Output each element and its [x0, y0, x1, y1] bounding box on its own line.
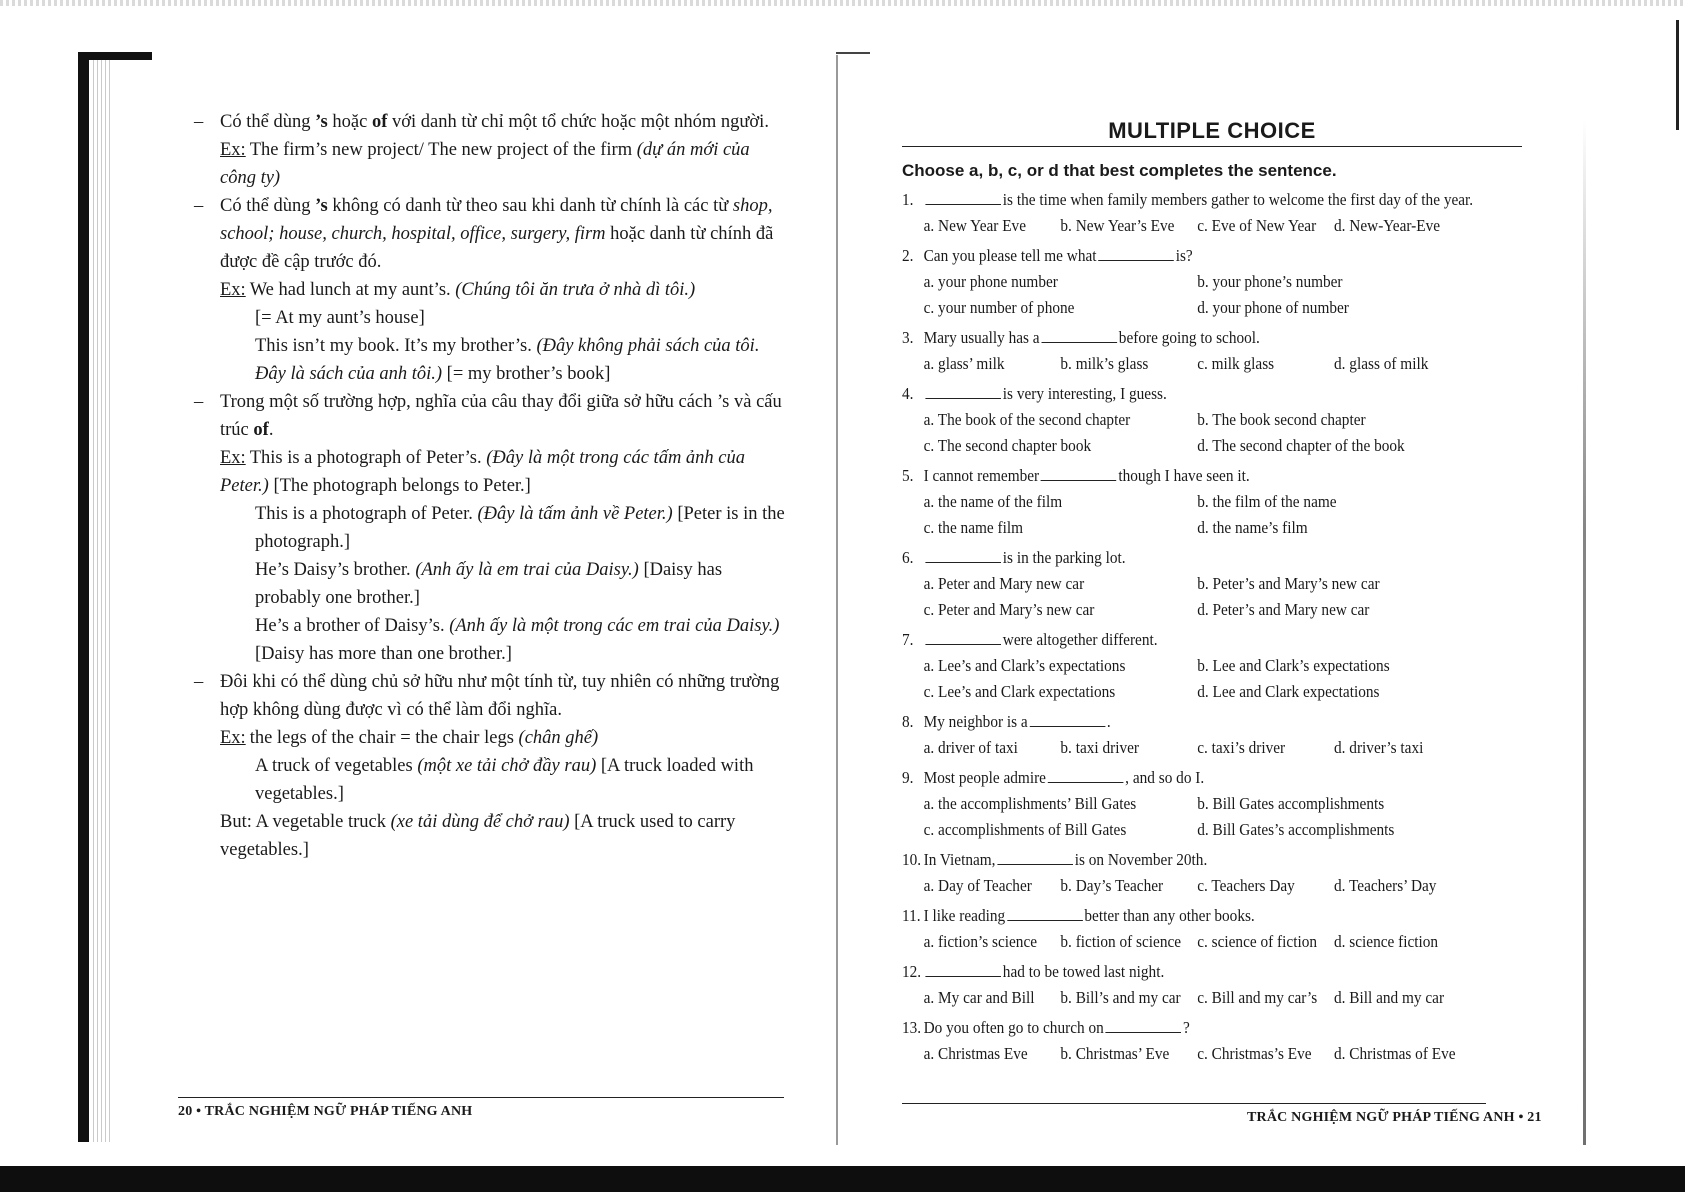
option-b: b. Peter’s and Mary’s new car [1197, 574, 1380, 593]
question-stem [902, 325, 1523, 351]
stem-after: had to be towed last night. [1002, 962, 1165, 981]
option-d: d. science fiction [1334, 932, 1439, 951]
stem-before: In Vietnam, [923, 850, 996, 869]
instruction: Choose a, b, c, or d that best completes the sentence. [902, 161, 1337, 180]
scan-edge-top [0, 0, 1685, 6]
question-6 [902, 545, 1523, 623]
option-d: d. the name’s film [1197, 518, 1308, 537]
option-c: c. Christmas’s Eve [1197, 1044, 1312, 1063]
option-a: a. Lee’s and Clark’s expectations [923, 656, 1126, 675]
answer-options [924, 791, 1523, 843]
translation: (chân ghế) [518, 728, 599, 748]
answer-blank [1048, 766, 1124, 783]
stem-after: ? [1182, 1018, 1190, 1037]
example-continued [190, 612, 790, 668]
answer-blank [925, 960, 1001, 977]
translation: (Đây là một trong các tấm ảnh của Peter.) [220, 448, 746, 496]
option-b: b. Lee and Clark’s expectations [1197, 656, 1390, 675]
book-spine-shadow-top [78, 52, 152, 60]
stem-before: I like reading [923, 906, 1006, 925]
rule-organization [190, 108, 790, 136]
option-b: b. taxi driver [1060, 738, 1140, 757]
question-number: 8. [902, 712, 914, 731]
question-stem [902, 903, 1523, 929]
text: Có thể dùng [220, 112, 316, 132]
question-4 [902, 381, 1523, 459]
option-c: c. Lee’s and Clark expectations [923, 682, 1116, 701]
question-11 [902, 903, 1523, 955]
example-text: A vegetable truck [255, 812, 391, 832]
example-text: He’s a brother of Daisy’s. [255, 616, 450, 636]
option-c: c. The second chapter book [923, 436, 1092, 455]
answer-options [924, 213, 1523, 239]
option-b: b. New Year’s Eve [1060, 216, 1175, 235]
answer-options [924, 735, 1523, 761]
option-a: a. fiction’s science [923, 932, 1038, 951]
answer-blank [1041, 326, 1117, 343]
question-stem [902, 1015, 1523, 1041]
option-c: c. accomplishments of Bill Gates [923, 820, 1127, 839]
option-d: d. Teachers’ Day [1334, 876, 1437, 895]
question-list [902, 187, 1522, 1067]
answer-blank [925, 546, 1001, 563]
book-spine-shadow [78, 52, 89, 1142]
answer-options [924, 873, 1523, 899]
left-page-footer: 20 • TRẮC NGHIỆM NGỮ PHÁP TIẾNG ANH [178, 1104, 473, 1119]
answer-blank [1007, 904, 1083, 921]
right-footer-rule [902, 1103, 1486, 1104]
example-text: [= my brother’s book] [442, 364, 611, 384]
option-a: a. New Year Eve [923, 216, 1027, 235]
example-label: Ex: [220, 140, 246, 160]
translation: (một xe tải chở đầy rau) [417, 756, 597, 776]
question-5 [902, 463, 1523, 541]
example-continued [190, 500, 790, 556]
title-rule [902, 146, 1522, 147]
text: hoặc [327, 112, 372, 132]
example-text: [The photograph belongs to Peter.] [268, 476, 531, 496]
translation: (Chúng tôi ăn trưa ở nhà dì tôi.) [455, 280, 696, 300]
stem-after: , and so do I. [1125, 768, 1205, 787]
stem-after: were altogether different. [1002, 630, 1158, 649]
answer-options [924, 269, 1523, 321]
option-d: d. The second chapter of the book [1197, 436, 1405, 455]
translation: (Anh ấy là em trai của Daisy.) [415, 560, 639, 580]
text: Đôi khi có thể dùng chủ sở hữu như một tính từ, tuy nhiên có những trường hợp không dùng được vì có thể làm đổi nghĩa. [220, 672, 780, 720]
question-number: 13. [902, 1018, 922, 1037]
right-page-footer: TRẮC NGHIỆM NGỮ PHÁP TIẾNG ANH • 21 [1247, 1110, 1542, 1125]
stem-after: is on November 20th. [1074, 850, 1208, 869]
question-stem [902, 709, 1523, 735]
bold-text: of [253, 420, 269, 440]
option-d: d. Bill and my car [1334, 988, 1445, 1007]
question-2 [902, 243, 1523, 321]
question-stem [902, 545, 1523, 571]
question-10 [902, 847, 1523, 899]
question-stem [902, 187, 1523, 213]
question-number: 2. [902, 246, 914, 265]
option-a: a. The book of the second chapter [923, 410, 1131, 429]
center-fold [836, 55, 838, 1145]
example [190, 276, 790, 304]
stem-after: . [1106, 712, 1111, 731]
answer-options [924, 929, 1523, 955]
example-text: the legs of the chair = the chair legs [249, 728, 519, 748]
option-d: d. Bill Gates’s accomplishments [1197, 820, 1395, 839]
question-8 [902, 709, 1523, 761]
question-number: 5. [902, 466, 914, 485]
option-c: c. the name film [923, 518, 1024, 537]
answer-options [924, 351, 1523, 377]
answer-blank [925, 628, 1001, 645]
option-b: b. milk’s glass [1060, 354, 1149, 373]
right-page-edge [1583, 120, 1586, 1145]
question-7 [902, 627, 1523, 705]
question-1 [902, 187, 1523, 239]
example [190, 136, 790, 192]
example-text: [A truck loaded with vegetables.] [255, 756, 754, 804]
example-text: This isn’t my book. It’s my brother’s. [255, 336, 537, 356]
question-number: 9. [902, 768, 914, 787]
option-b: b. Day’s Teacher [1060, 876, 1164, 895]
example-text: A truck of vegetables [255, 756, 418, 776]
stem-before: I cannot remember [923, 466, 1040, 485]
option-b: b. Bill Gates accomplishments [1197, 794, 1385, 813]
example-text: [= At my aunt’s house] [255, 308, 425, 328]
example-text: This is a photograph of Peter. [255, 504, 478, 524]
question-number: 10. [902, 850, 922, 869]
example-label: Ex: [220, 448, 246, 468]
question-9 [902, 765, 1523, 843]
translation: (Đây không phải sách của tôi. Đây là sách của anh tôi.) [255, 336, 760, 384]
option-c: c. Peter and Mary’s new car [923, 600, 1095, 619]
answer-options [924, 407, 1523, 459]
text: . [268, 420, 274, 440]
answer-options [924, 1041, 1523, 1067]
stem-after: is very interesting, I guess. [1002, 384, 1167, 403]
answer-blank [1030, 710, 1106, 727]
answer-options [924, 571, 1523, 623]
example-text: [Peter is in the photograph.] [255, 504, 785, 552]
stem-before: Can you please tell me what [923, 246, 1097, 265]
rule-meaning-change [190, 388, 790, 444]
option-b: b. Christmas’ Eve [1060, 1044, 1170, 1063]
question-number: 7. [902, 630, 914, 649]
example-text: The firm’s new project/ The new project of the firm [249, 140, 637, 160]
answer-blank [925, 188, 1001, 205]
option-d: d. your phone of number [1197, 298, 1349, 317]
example-continued [190, 556, 790, 612]
option-d: d. Peter’s and Mary new car [1197, 600, 1370, 619]
option-b: b. The book second chapter [1197, 410, 1366, 429]
question-stem [902, 847, 1523, 873]
rule-possessive-adjective [190, 668, 790, 724]
option-c: c. milk glass [1197, 354, 1275, 373]
bold-text: of [371, 112, 388, 132]
stem-after: before going to school. [1118, 328, 1260, 347]
question-number: 12. [902, 962, 922, 981]
stem-after: though I have seen it. [1118, 466, 1250, 485]
option-a: a. Day of Teacher [923, 876, 1032, 895]
example [190, 444, 790, 500]
example-but [190, 808, 790, 864]
stem-before: Do you often go to church on [923, 1018, 1104, 1037]
option-c: c. science of fiction [1197, 932, 1317, 951]
option-a: a. glass’ milk [923, 354, 1005, 373]
option-d: d. glass of milk [1334, 354, 1429, 373]
question-number: 11. [902, 906, 921, 925]
text: hoặc danh từ chính đã được đề cập trước đó. [220, 224, 774, 272]
text: với danh từ chỉ một tổ chức hoặc một nhóm người. [387, 112, 769, 132]
section-title: MULTIPLE CHOICE [1108, 118, 1316, 143]
example-text: [Daisy has probably one brother.] [255, 560, 723, 608]
translation: (Anh ấy là một trong các em trai của Daisy.) [449, 616, 780, 636]
translation: (xe tải dùng để chở rau) [390, 812, 570, 832]
rule-no-noun-after [190, 192, 790, 276]
question-12 [902, 959, 1523, 1011]
question-stem [902, 959, 1523, 985]
right-page-edge-top [1676, 20, 1679, 130]
example [190, 724, 790, 752]
option-a: a. the accomplishments’ Bill Gates [923, 794, 1137, 813]
text: không có danh từ theo sau khi danh từ chính là các từ [327, 196, 733, 216]
left-page-content [190, 108, 790, 864]
option-a: a. the name of the film [923, 492, 1063, 511]
question-number: 4. [902, 384, 914, 403]
example-text: He’s Daisy’s brother. [255, 560, 416, 580]
question-stem [902, 627, 1523, 653]
stem-after: is? [1175, 246, 1193, 265]
translation: (Đây là tấm ảnh về Peter.) [477, 504, 673, 524]
stem-before: Mary usually has a [923, 328, 1040, 347]
example-continued [190, 304, 790, 332]
option-b: b. Bill’s and my car [1060, 988, 1181, 1007]
stem-after: is the time when family members gather to welcome the first day of the year. [1002, 190, 1474, 209]
stem-before: Most people admire [923, 768, 1046, 787]
bold-text: ’s [315, 112, 328, 132]
stem-after: better than any other books. [1084, 906, 1255, 925]
option-c: c. your number of phone [923, 298, 1075, 317]
text: Có thể dùng [220, 196, 316, 216]
question-3 [902, 325, 1523, 377]
option-c: c. taxi’s driver [1197, 738, 1286, 757]
question-number: 6. [902, 548, 914, 567]
option-a: a. My car and Bill [923, 988, 1035, 1007]
example-text: [Daisy has more than one brother.] [255, 644, 512, 664]
answer-options [924, 985, 1523, 1011]
option-d: d. Christmas of Eve [1334, 1044, 1456, 1063]
example-label: Ex: [220, 728, 246, 748]
translation: (dự án mới của công ty) [220, 140, 750, 188]
italic-text: shop, school; house, church, hospital, office, surgery, firm [220, 196, 773, 244]
question-stem [902, 381, 1523, 407]
option-c: c. Teachers Day [1197, 876, 1295, 895]
question-13 [902, 1015, 1523, 1067]
question-stem [902, 243, 1523, 269]
but-label: But: [220, 812, 252, 832]
answer-blank [1041, 464, 1117, 481]
option-d: d. New-Year-Eve [1334, 216, 1441, 235]
answer-blank [925, 382, 1001, 399]
option-a: a. your phone number [923, 272, 1058, 291]
center-fold-mark [836, 52, 870, 54]
answer-blank [1098, 244, 1174, 261]
option-a: a. driver of taxi [923, 738, 1018, 757]
stem-before: My neighbor is a [923, 712, 1028, 731]
answer-blank [997, 848, 1073, 865]
example-text: [A truck used to carry vegetables.] [220, 812, 736, 860]
text: Trong một số trường hợp, nghĩa của câu thay đổi giữa sở hữu cách ’s và cấu trúc [220, 392, 782, 440]
answer-blank [1106, 1016, 1182, 1033]
option-d: d. Lee and Clark expectations [1197, 682, 1380, 701]
option-b: b. your phone’s number [1197, 272, 1343, 291]
option-b: b. fiction of science [1060, 932, 1182, 951]
question-number: 3. [902, 328, 914, 347]
question-stem [902, 463, 1523, 489]
answer-options [924, 489, 1523, 541]
stem-after: is in the parking lot. [1002, 548, 1126, 567]
option-a: a. Christmas Eve [923, 1044, 1028, 1063]
option-c: c. Bill and my car’s [1197, 988, 1318, 1007]
right-page-content [902, 118, 1522, 1071]
option-b: b. the film of the name [1197, 492, 1337, 511]
example-label: Ex: [220, 280, 246, 300]
question-stem [902, 765, 1523, 791]
example-continued [190, 752, 790, 808]
scan-edge-bottom [0, 1166, 1685, 1192]
option-d: d. driver’s taxi [1334, 738, 1424, 757]
example-continued [190, 332, 790, 388]
left-footer-rule [178, 1097, 784, 1098]
option-a: a. Peter and Mary new car [923, 574, 1085, 593]
page-edge-lines [93, 60, 111, 1142]
bold-text: ’s [315, 196, 328, 216]
example-text: We had lunch at my aunt’s. [249, 280, 456, 300]
answer-options [924, 653, 1523, 705]
question-number: 1. [902, 190, 914, 209]
example-text: This is a photograph of Peter’s. [249, 448, 487, 468]
option-c: c. Eve of New Year [1197, 216, 1317, 235]
